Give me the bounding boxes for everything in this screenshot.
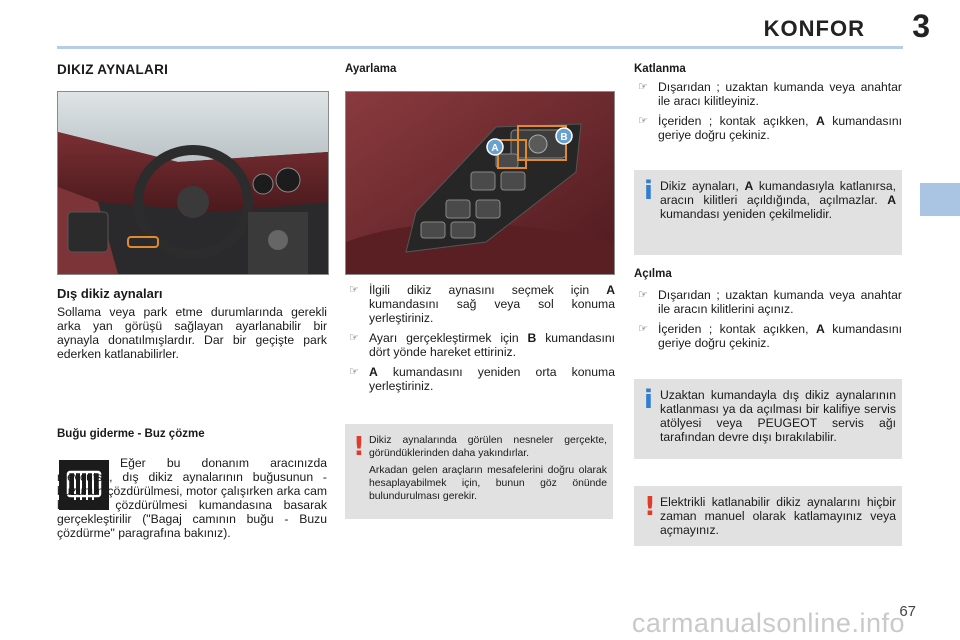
pointing-hand-icon: ☞ [638,289,648,301]
pointing-hand-icon: ☞ [638,115,648,127]
fold-title: Katlanma [634,63,686,75]
mirror-control-photo [345,91,615,275]
warning-text: Dikiz aynalarında görülen nesneler gerçekte, göründüklerinden daha yakındırlar. [369,435,607,459]
info-icon: i [644,385,653,415]
page-number: 67 [899,603,916,620]
warning-box-distance [345,424,613,519]
warning-exclamation-icon: ! [644,492,656,522]
dashboard-photo [57,91,329,275]
section-title: DIKIZ AYNALARI [57,62,169,77]
adjust-step: ☞ Ayarı gerçekleştirmek için B kumandasını dört yönde hareket ettiriniz. [349,331,615,359]
label-b: B [560,132,568,143]
pointing-hand-icon: ☞ [349,366,359,378]
fold-step: ☞ Dışarıdan ; uzaktan kumanda veya anahtar ile aracı kilitleyiniz. [638,80,902,108]
mirror-switch-illustration [346,92,614,274]
fold-step: ☞ İçeriden ; kontak açıkken, A kumandasını geriye doğru çekiniz. [638,114,903,142]
open-title: Açılma [634,268,672,280]
open-step: ☞ İçeriden ; kontak açıkken, A kumandasını geriye doğru çekiniz. [638,322,903,350]
warning-exclamation-icon: ! [353,432,365,462]
adjust-step: ☞ İlgili dikiz aynasını seçmek için A kumandasını sağ veya sol konuma yerleştiriniz. [349,283,615,325]
adjust-steps-list [345,283,615,399]
watermark: carmanualsonline.info [631,608,905,638]
label-a: A [491,143,499,154]
open-step: ☞ Dışarıdan ; uzaktan kumanda veya anahtar ile aracın kilitlerini açınız. [638,288,902,316]
open-steps-list [634,288,902,356]
warning-box-manual [634,486,902,546]
adjust-step: ☞ A kumandasını yeniden orta konuma yerleştiriniz. [349,365,615,393]
fold-steps-list [634,80,902,148]
dashboard-illustration [58,92,328,274]
info-text: Uzaktan kumandayla dış dikiz aynalarının katlanması ya da açılması bir kalifiye servis atölyesi veya PEUGEOT servis ağı tarafından devre dışı bırakılabilir. [660,388,896,444]
intro-paragraph: Sollama veya park etme durumlarında gerekli arka yan görüşü sağlayan ayarlanabilir bir aynayla donatılmışlardır. Dar bir geçişte park ederken katlanabilirler. [57,305,327,361]
defrost-paragraph: Eğer bu donanım aracınızda mevcutsa, dış dikiz aynalarının buğusunun - buzunun çözdürülmesi, motor çalışırken arka cam buzunun çözdürülmesi kumandasına basarak gerçekleştirilir ("Bagaj camının buğu - Buzu çözdürme" paragrafına bakınız). [57,456,327,540]
pointing-hand-icon: ☞ [638,81,648,93]
chapter-number: 3 [912,8,930,44]
info-box-fold [634,170,902,255]
header-divider [57,46,903,49]
info-icon: i [644,176,653,206]
adjust-title: Ayarlama [345,63,397,75]
warning-text: Arkadan gelen araçların mesafelerini doğru olarak hesaplayabilmek için, bunun göz önünde bulundurulması gerekir. [369,465,607,502]
pointing-hand-icon: ☞ [638,323,648,335]
defrost-title: Buğu giderme - Buz çözme [57,428,205,440]
warning-text: Elektrikli katlanabilir dikiz aynalarını hiçbir zaman manuel olarak katlamayınız veya açmayınız. [660,495,896,537]
subsection-title: Dış dikiz aynaları [57,286,163,301]
info-box-remote [634,379,902,459]
chapter-side-tab [920,183,960,216]
pointing-hand-icon: ☞ [349,284,359,296]
info-text: Dikiz aynaları, A kumandasıyla katlanırsa, aracın kilitleri açıldığında, açılmazlar. A kumandası yeniden çekilmelidir. [660,179,896,221]
pointing-hand-icon: ☞ [349,332,359,344]
chapter-title: KONFOR [763,16,865,41]
